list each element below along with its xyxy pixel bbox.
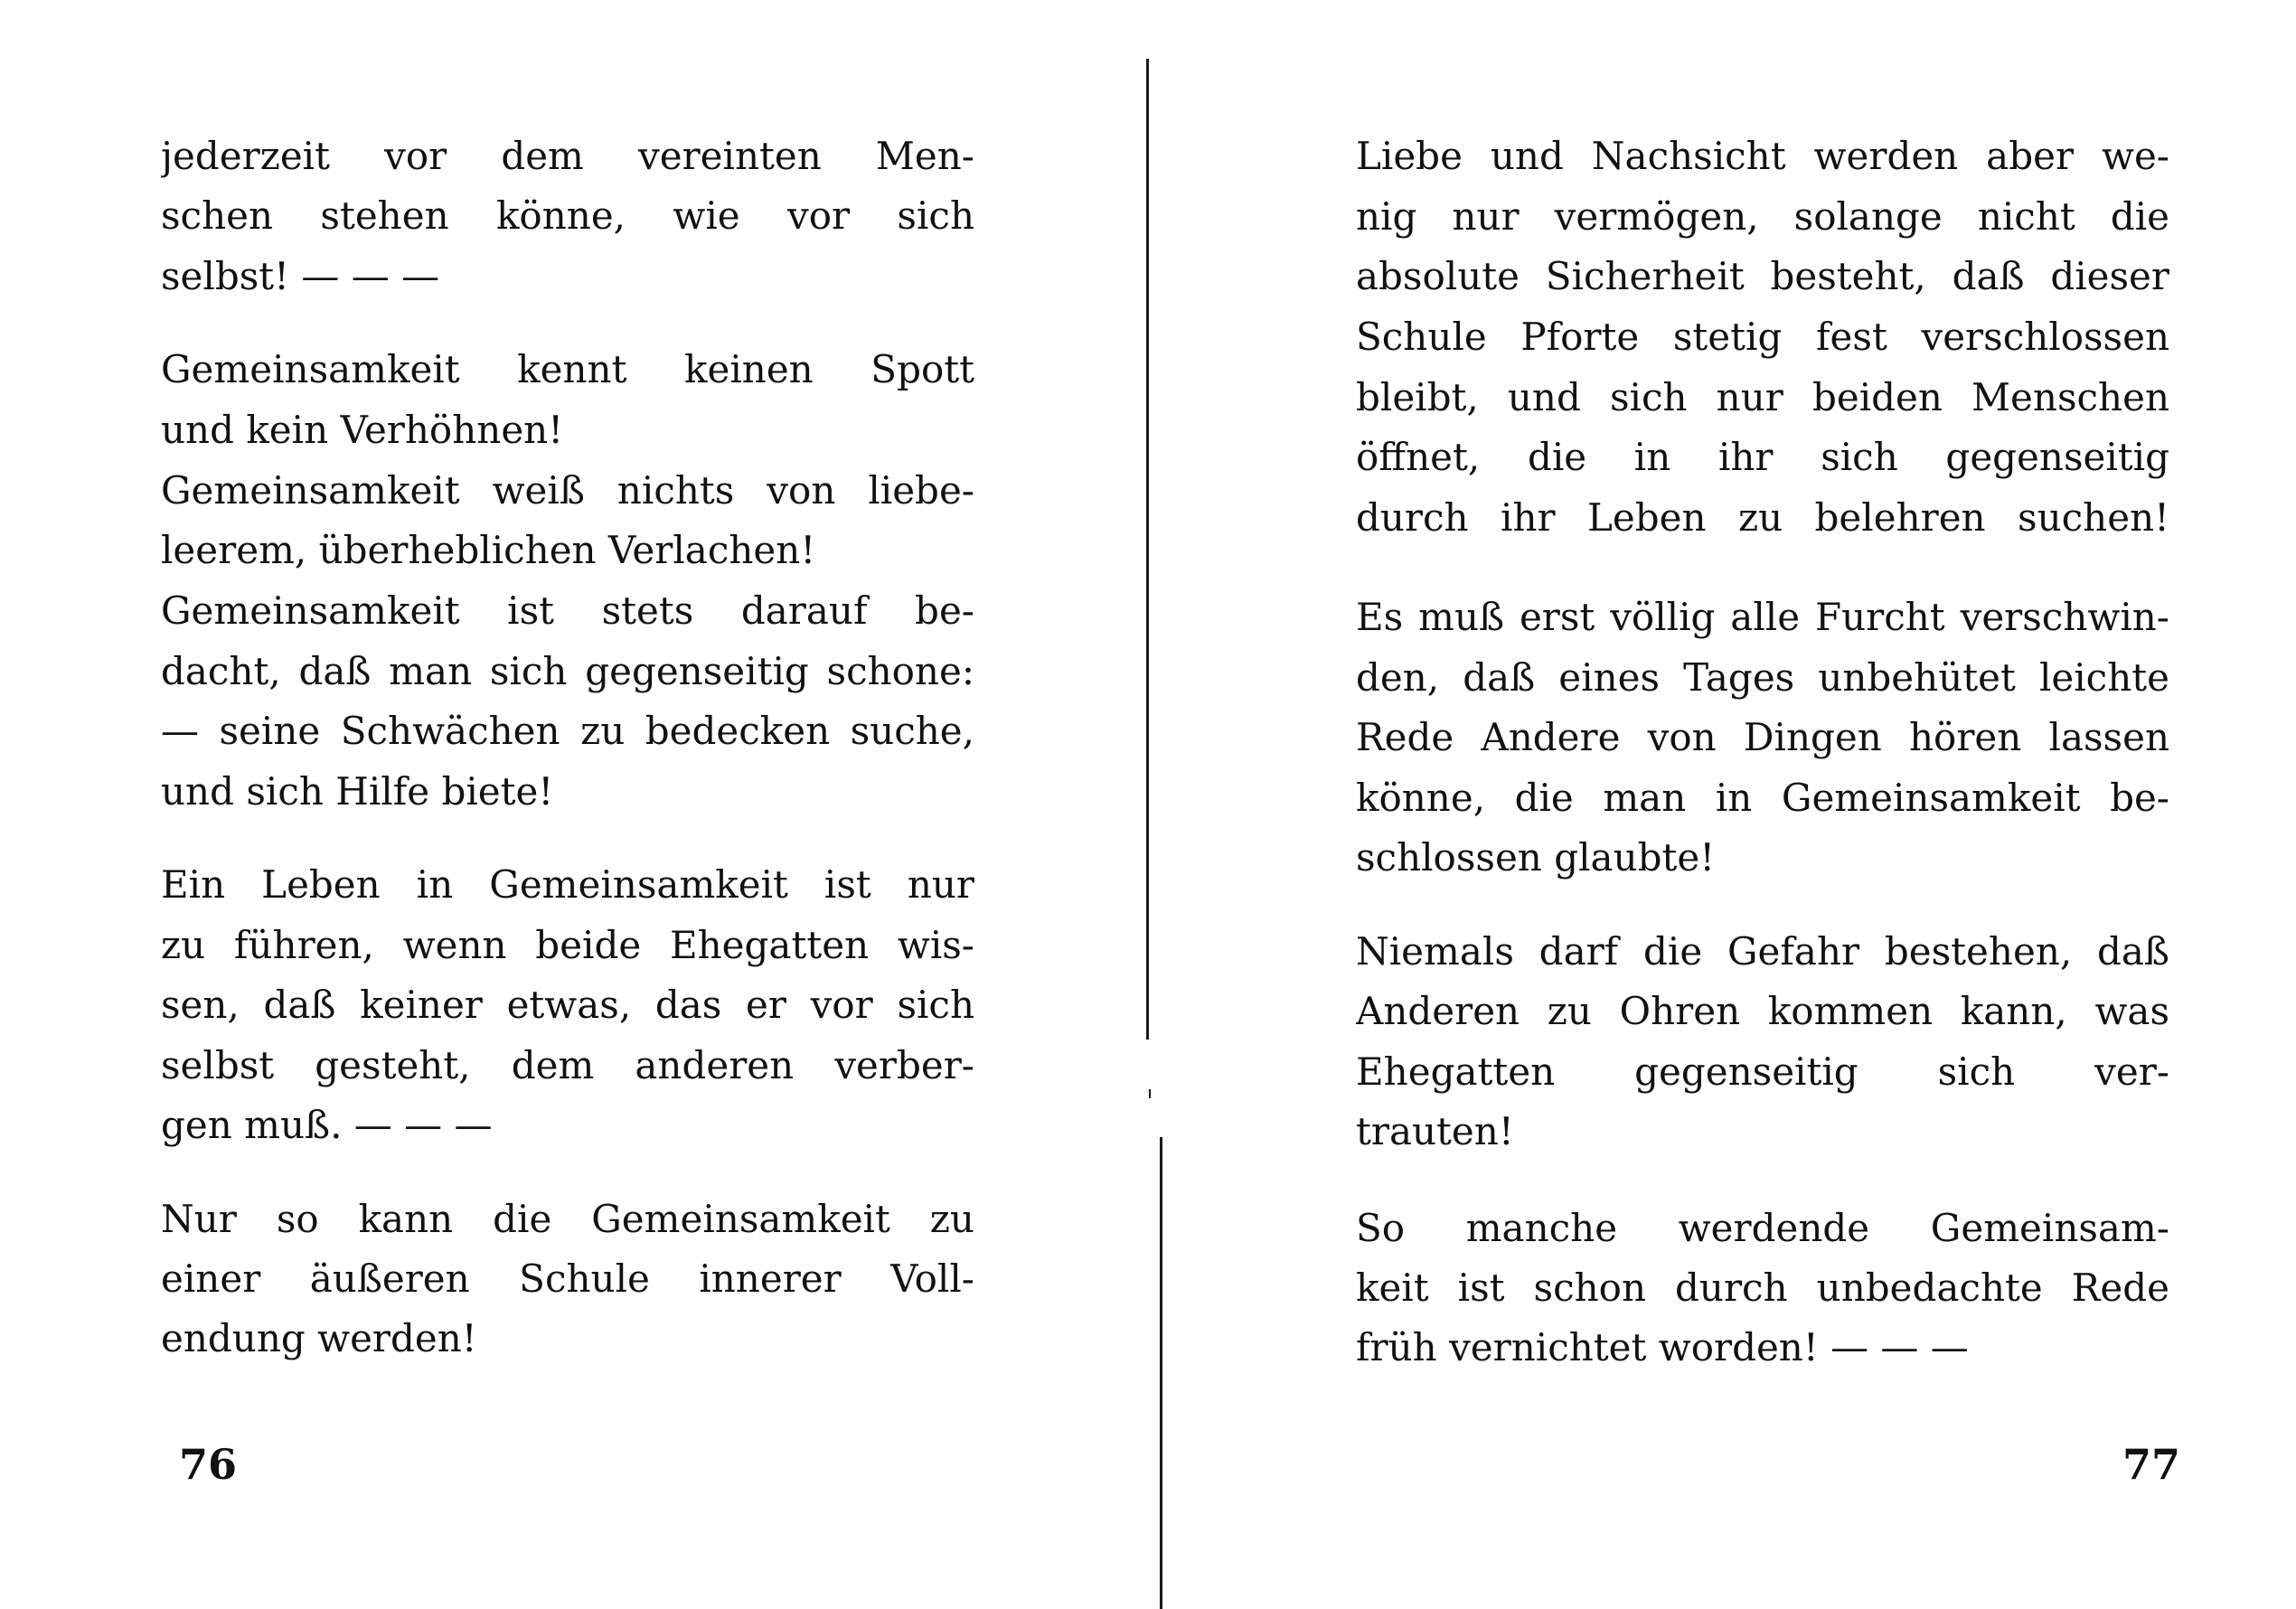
- page-number: 77: [2122, 1440, 2180, 1489]
- gutter-rule-top: [1146, 59, 1149, 1040]
- text-line: sen, daß keiner etwas, das er vor sich: [161, 983, 974, 1027]
- text-line: bleibt, und sich nur beiden Menschen: [1356, 375, 2169, 419]
- text-line: selbst gesteht, dem anderen verber-: [161, 1043, 974, 1087]
- page-number: 76: [179, 1440, 238, 1489]
- text-line: könne, die man in Gemeinsamkeit be-: [1356, 776, 2169, 820]
- text-line: einer äußeren Schule innerer Voll-: [161, 1256, 974, 1301]
- text-line: Niemals darf die Gefahr bestehen, daß: [1356, 929, 2169, 974]
- text-line: — seine Schwächen zu bedecken suche,: [161, 709, 974, 753]
- text-line: Rede Andere von Dingen hören lassen: [1356, 715, 2169, 759]
- text-line: absolute Sicherheit besteht, daß dieser: [1356, 254, 2169, 298]
- text-line: und kein Verhöhnen!: [161, 408, 564, 452]
- text-line: Schule Pforte stetig fest verschlossen: [1356, 315, 2169, 359]
- text-line: durch ihr Leben zu belehren suchen!: [1356, 495, 2169, 540]
- text-line: Gemeinsamkeit kennt keinen Spott: [161, 347, 974, 391]
- text-line: gen muß. — — —: [161, 1103, 493, 1147]
- text-line: So manche werdende Gemeinsam-: [1356, 1206, 2169, 1250]
- text-line: dacht, daß man sich gegenseitig schone:: [161, 649, 974, 693]
- text-line: Nur so kann die Gemeinsamkeit zu: [161, 1197, 974, 1241]
- gutter-rule-bottom: [1160, 1137, 1162, 1609]
- text-line: trauten!: [1356, 1109, 1514, 1153]
- text-line: keit ist schon durch unbedachte Rede: [1356, 1266, 2169, 1310]
- left-page: [161, 127, 974, 1573]
- text-line: den, daß eines Tages unbehütet leichte: [1356, 655, 2169, 700]
- text-line: Gemeinsamkeit weiß nichts von liebe-: [161, 468, 974, 513]
- text-line: leerem, überheblichen Verlachen!: [161, 528, 816, 572]
- text-line: Liebe und Nachsicht werden aber we-: [1356, 134, 2169, 178]
- text-line: und sich Hilfe biete!: [161, 769, 554, 814]
- text-line: selbst! — — —: [161, 254, 440, 298]
- text-line: nig nur vermögen, solange nicht die: [1356, 194, 2169, 239]
- text-line: öffnet, die in ihr sich gegenseitig: [1356, 435, 2169, 479]
- right-page: [1356, 127, 2180, 1573]
- text-line: schen stehen könne, wie vor sich: [161, 193, 974, 238]
- text-line: schlossen glaubte!: [1356, 835, 1716, 880]
- text-line: früh vernichtet worden! — — —: [1356, 1325, 1969, 1369]
- gutter-mark: [1149, 1089, 1151, 1098]
- text-line: Ein Leben in Gemeinsamkeit ist nur: [161, 862, 974, 907]
- text-line: jederzeit vor dem vereinten Men-: [161, 134, 974, 178]
- text-line: zu führen, wenn beide Ehegatten wis-: [161, 923, 974, 967]
- text-line: Es muß erst völlig alle Furcht verschwin-: [1356, 595, 2169, 639]
- text-line: Gemeinsamkeit ist stets darauf be-: [161, 588, 974, 633]
- text-line: endung werden!: [161, 1316, 477, 1360]
- text-line: Anderen zu Ohren kommen kann, was: [1356, 989, 2169, 1033]
- text-line: Ehegatten gegenseitig sich ver-: [1356, 1049, 2169, 1094]
